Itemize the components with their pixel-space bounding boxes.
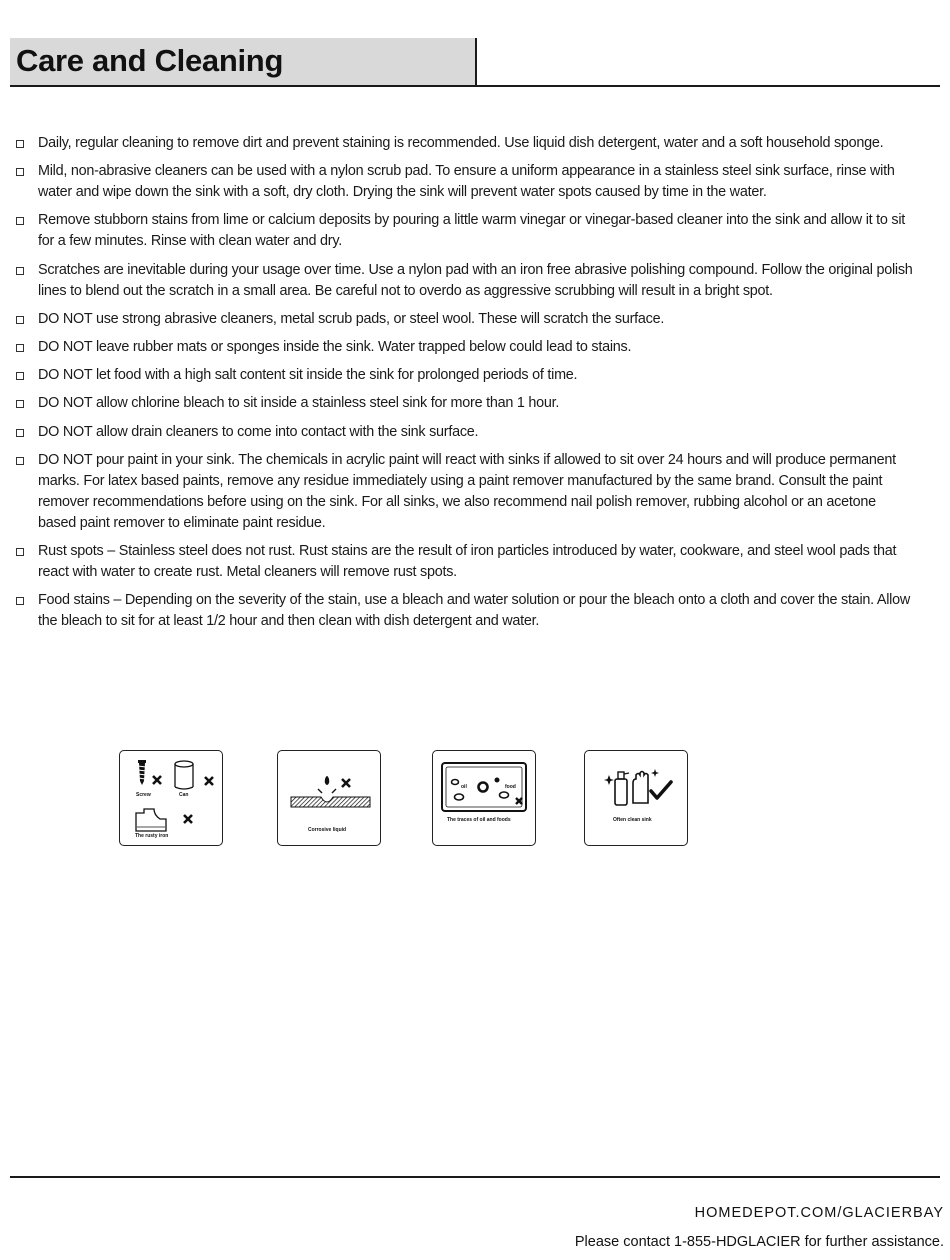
- list-item-text: DO NOT leave rubber mats or sponges inside the sink. Water trapped below could lead to stains.: [38, 338, 632, 355]
- corrosive-liquid-caption: Corrosive liquid: [308, 827, 347, 833]
- corrosive-liquid-icon: [277, 750, 381, 846]
- list-item: [14, 309, 914, 330]
- list-item: [14, 541, 914, 583]
- list-item: [14, 450, 914, 534]
- footer-contact: Please contact 1-855-HDGLACIER for further assistance.: [574, 1234, 944, 1250]
- list-item: [14, 365, 914, 386]
- can-label: Can: [179, 792, 189, 798]
- checkbox-bullet-icon: [16, 457, 24, 465]
- list-item: [14, 337, 914, 358]
- list-item: [14, 422, 914, 443]
- list-item-text: Rust spots – Stainless steel does not rust. Rust stains are the result of iron particles introduced by water, cookware, and steel wool pads that react with water to create rust. Metal cleaners will remove rust spots.: [38, 542, 897, 580]
- section-header: [10, 38, 477, 86]
- screw-label: Screw: [136, 792, 151, 798]
- screw-can-rusty-iron-icon: [119, 750, 223, 846]
- list-item: [14, 210, 914, 252]
- clean-sink-icon: [584, 750, 688, 846]
- list-item-text: DO NOT let food with a high salt content sit inside the sink for prolonged periods of time.: [38, 367, 578, 384]
- list-item-text: Food stains – Depending on the severity of the stain, use a bleach and water solution or pour the bleach onto a cloth and cover the stain. Allow the bleach to sit for at least 1/2 hour and then clean with dish detergent and water.: [38, 592, 910, 630]
- list-item-text: DO NOT allow drain cleaners to come into contact with the sink surface.: [38, 423, 479, 440]
- list-item-text: DO NOT allow chlorine bleach to sit inside a stainless steel sink for more than 1 hour.: [38, 395, 560, 412]
- checkbox-bullet-icon: [16, 372, 24, 380]
- list-item-text: DO NOT use strong abrasive cleaners, metal scrub pads, or steel wool. These will scratch the surface.: [38, 310, 665, 327]
- list-item: [14, 161, 914, 203]
- checkbox-bullet-icon: [16, 344, 24, 352]
- oil-food-caption: The traces of oil and foods: [447, 817, 511, 823]
- checkbox-bullet-icon: [16, 267, 24, 275]
- header-rule: [10, 85, 940, 87]
- checkbox-bullet-icon: [16, 548, 24, 556]
- list-item-text: Scratches are inevitable during your usage over time. Use a nylon pad with an iron free abrasive polishing compound. Follow the original polish lines to blend out the scratch in a small area. Be careful not to overdo as aggressive scrubbing will result in a bright spot.: [38, 261, 913, 299]
- care-instructions-list: [14, 133, 914, 639]
- oil-label: oil: [461, 784, 467, 790]
- checkbox-bullet-icon: [16, 597, 24, 605]
- clean-sink-caption: Often clean sink: [613, 817, 652, 823]
- list-item: [14, 260, 914, 302]
- section-title: Care and Cleaning: [16, 43, 284, 78]
- list-item-text: DO NOT pour paint in your sink. The chemicals in acrylic paint will react with sinks if allowed to sit over 24 hours and will produce permanent marks. For latex based paints, remove any residue immediately using a paint remover manufactured by the same brand. Consult the paint remover recommendations before using on the sink. For all sinks, we also recommend nail polish remover, rubbing alcohol or an acetone based paint remover to eliminate paint residue.: [38, 451, 896, 531]
- list-item: [14, 393, 914, 414]
- oil-food-traces-icon: [432, 750, 536, 846]
- checkbox-bullet-icon: [16, 316, 24, 324]
- rusty-iron-label: The rusty iron: [135, 833, 169, 839]
- checkbox-bullet-icon: [16, 168, 24, 176]
- list-item-text: Daily, regular cleaning to remove dirt and prevent staining is recommended. Use liquid dish detergent, water and a soft household sponge.: [38, 135, 884, 151]
- list-item-text: Remove stubborn stains from lime or calcium deposits by pouring a little warm vinegar or vinegar-based cleaner into the sink and allow it to sit for a few minutes. Rinse with clean water and dry.: [38, 212, 906, 250]
- oil-food-traces-graphic: [433, 751, 537, 847]
- care-icons-row: [0, 750, 950, 850]
- checkbox-bullet-icon: [16, 429, 24, 437]
- food-label: food: [505, 784, 516, 790]
- checkbox-bullet-icon: [16, 140, 24, 148]
- checkbox-bullet-icon: [16, 400, 24, 408]
- clean-sink-graphic: [585, 751, 689, 847]
- list-item: [14, 133, 914, 154]
- list-item-text: Mild, non-abrasive cleaners can be used with a nylon scrub pad. To ensure a uniform appearance in a stainless steel sink surface, rinse with water and wipe down the sink with a soft, dry cloth. Drying the sink will prevent water spots caused by time in the water.: [38, 163, 895, 201]
- footer-rule: [10, 1176, 940, 1178]
- footer-website: HOMEDEPOT.COM/GLACIERBAY: [694, 1205, 944, 1221]
- checkbox-bullet-icon: [16, 217, 24, 225]
- list-item: [14, 590, 914, 632]
